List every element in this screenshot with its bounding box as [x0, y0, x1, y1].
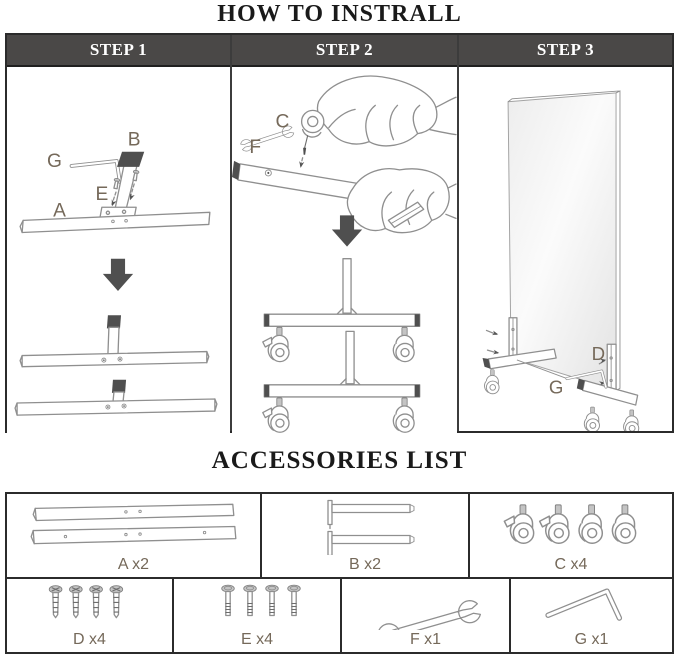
screws-d-icon — [7, 579, 172, 630]
accessory-cell-d — [7, 579, 172, 652]
accessory-label-b: B x2 — [348, 556, 381, 573]
steps-panel — [5, 33, 674, 433]
step-3-header: STEP 3 — [459, 35, 672, 67]
accessory-cell-c — [468, 494, 672, 577]
accessory-label-c: C x4 — [554, 556, 588, 573]
accessory-cell-e — [172, 579, 340, 652]
caster-wheel-icon — [298, 110, 324, 168]
step-2-body — [232, 67, 457, 438]
part-label-f: F — [249, 136, 262, 158]
step-2-header: STEP 2 — [232, 35, 457, 67]
step-3-body — [459, 67, 672, 431]
accessory-label-a: A x2 — [117, 556, 150, 573]
step-2-column — [230, 35, 457, 431]
part-label-g: G — [548, 376, 564, 398]
part-label-c: C — [275, 111, 290, 133]
accessory-label-d: D x4 — [73, 631, 106, 648]
step-3-column — [457, 35, 672, 431]
step-1-header: STEP 1 — [7, 35, 230, 67]
part-a-bars-icon — [7, 494, 260, 555]
step-1-diagram — [7, 67, 230, 438]
step-1-body — [7, 67, 230, 438]
accessory-cell-a — [7, 494, 260, 577]
accessory-cell-g — [509, 579, 672, 652]
accessories-title: ACCESSORIES LIST — [211, 447, 468, 474]
part-label-a: A — [53, 200, 66, 222]
accessory-cell-f — [340, 579, 509, 652]
arrow-down-icon — [103, 259, 133, 291]
assembled-bar-1 — [20, 315, 209, 366]
allen-key-icon — [71, 151, 125, 182]
step-3-diagram — [459, 67, 672, 431]
wrench-f-icon — [342, 579, 509, 630]
accessory-label-e: E x4 — [240, 631, 273, 648]
accessory-cell-b — [260, 494, 468, 577]
page-title: HOW TO INSTRALL — [217, 1, 462, 27]
part-label-g: G — [46, 150, 62, 172]
accessories-panel — [5, 492, 674, 654]
part-label-b: B — [127, 129, 141, 151]
accessory-label-f: F x1 — [409, 631, 442, 648]
step-1-column — [7, 35, 230, 431]
hand-holding-caster — [317, 76, 456, 146]
part-label-d: D — [591, 342, 606, 364]
part-label-e: E — [95, 184, 109, 206]
allen-key-g-icon — [511, 579, 672, 630]
bar-in-hand — [232, 161, 361, 200]
accessories-row-1 — [7, 494, 672, 579]
step-2-diagram — [232, 67, 457, 438]
accessory-label-g: G x1 — [574, 631, 609, 648]
accessories-row-2 — [7, 579, 672, 652]
assembled-bar-2 — [15, 380, 217, 415]
bolts-e-icon — [174, 579, 340, 630]
part-b-posts-icon — [262, 494, 468, 555]
base-with-casters-1 — [263, 259, 420, 362]
caster-wheels-icon — [470, 494, 672, 555]
